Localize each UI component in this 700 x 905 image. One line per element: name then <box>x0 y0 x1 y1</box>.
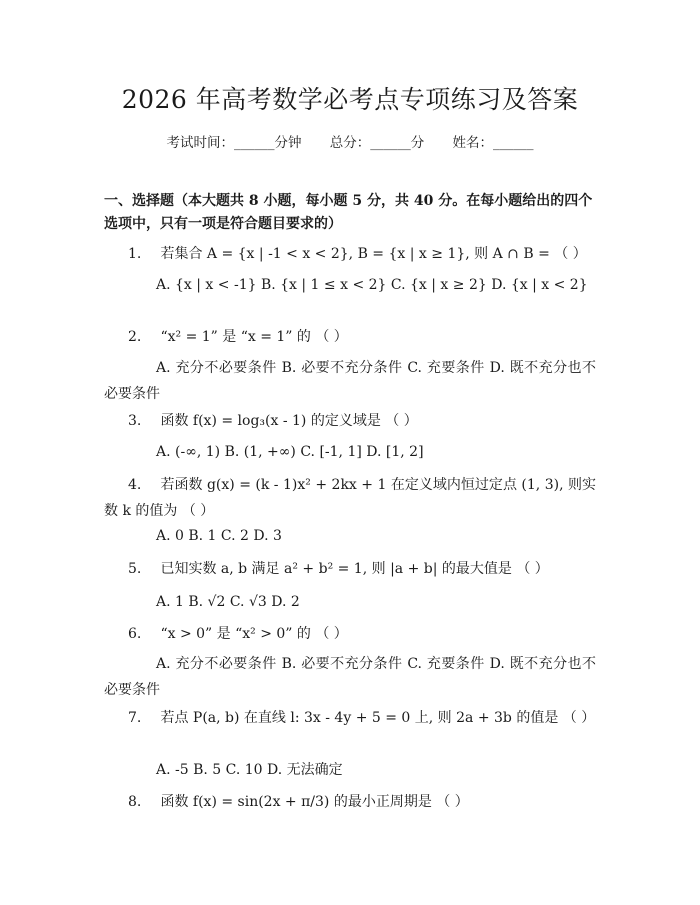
question-text: 已知实数 a, b 满足 a² + b² = 1, 则 |a + b| 的最大值是 （ ） <box>160 561 549 577</box>
total-score-field: 总分：______分 <box>329 135 425 151</box>
question-number: 5. <box>128 561 142 577</box>
question-2-options: A. 充分不必要条件 B. 必要不充分条件 C. 充要条件 D. 既不充分也不必要条件 <box>104 360 596 402</box>
question-number: 3. <box>128 413 142 429</box>
exam-meta <box>0 131 700 151</box>
question-4 <box>104 472 596 524</box>
question-text: 函数 f(x) = sin(2x + π/3) 的最小正周期是 （ ） <box>160 794 469 810</box>
question-number: 6. <box>128 626 142 642</box>
question-7-options: A. -5 B. 5 C. 10 D. 无法确定 <box>156 762 343 778</box>
question-text: 若函数 g(x) = (k - 1)x² + 2kx + 1 在定义域内恒过定点 (1, 3), 则实数 k 的值为 （ ） <box>104 477 596 519</box>
exam-time-field: 考试时间：______分钟 <box>166 135 302 151</box>
question-text: 函数 f(x) = log₃(x - 1) 的定义域是 （ ） <box>160 413 418 429</box>
question-4-options: A. 0 B. 1 C. 2 D. 3 <box>156 528 282 544</box>
question-text: 若集合 A = {x | -1 < x < 2}, B = {x | x ≥ 1}, 则 A ∩ B = （ ） <box>160 246 587 262</box>
question-number: 8. <box>128 794 142 810</box>
section-heading: 一、选择题（本大题共 8 小题，每小题 5 分，共 40 分。在每小题给出的四个选项中，只有一项是符合题目要求的） <box>104 193 593 232</box>
question-text: “x² = 1” 是 “x = 1” 的 （ ） <box>160 329 348 345</box>
question-8 <box>104 789 596 815</box>
page-title: 2026 年高考数学必考点专项练习及答案 <box>121 85 579 114</box>
question-6 <box>104 621 596 647</box>
question-number: 1. <box>128 246 142 262</box>
student-name-field: 姓名：______ <box>452 135 534 151</box>
question-1-options: A. {x | x < -1} B. {x | 1 ≤ x < 2} C. {x | x ≥ 2} D. {x | x < 2} <box>156 277 588 293</box>
question-text: 若点 P(a, b) 在直线 l: 3x - 4y + 5 = 0 上, 则 2a + 3b 的值是 （ ） <box>160 710 596 726</box>
question-7 <box>104 705 596 731</box>
question-3 <box>104 408 596 434</box>
question-number: 7. <box>128 710 142 726</box>
question-1 <box>104 241 596 267</box>
question-number: 2. <box>128 329 142 345</box>
question-6-options: A. 充分不必要条件 B. 必要不充分条件 C. 充要条件 D. 既不充分也不必要条件 <box>104 656 596 698</box>
question-3-options: A. (-∞, 1) B. (1, +∞) C. [-1, 1] D. [1, 2] <box>156 444 424 460</box>
question-number: 4. <box>128 477 142 493</box>
question-text: “x > 0” 是 “x² > 0” 的 （ ） <box>160 626 348 642</box>
question-5-options: A. 1 B. √2 C. √3 D. 2 <box>156 594 300 610</box>
question-5 <box>104 556 596 582</box>
question-2 <box>104 324 596 350</box>
